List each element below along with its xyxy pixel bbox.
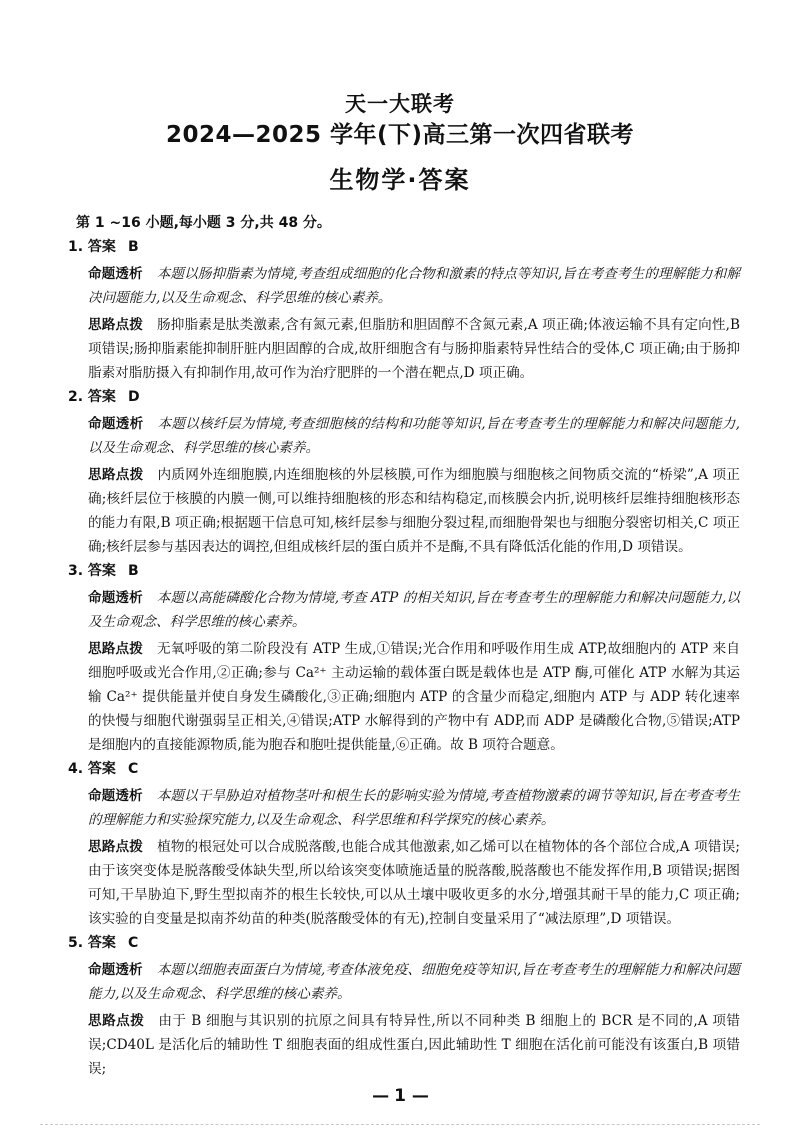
question-3-analysis — [68, 586, 740, 634]
question-3 — [68, 559, 740, 757]
reasoning-label: 思路点拨 — [88, 317, 144, 333]
analysis-label: 命题透析 — [88, 788, 143, 804]
question-5-analysis — [68, 958, 740, 1006]
exam-organizer-title: 天一大联考 — [345, 92, 455, 116]
page-number-value: 1 — [394, 1086, 406, 1106]
exam-title: 2024—2025 学年(下)高三第一次四省联考 — [165, 122, 635, 148]
question-5-heading — [68, 931, 740, 955]
question-1 — [68, 235, 740, 385]
reasoning-text: 内质网外连细胞膜,内连细胞核的外层核膜,可作为细胞膜与细胞核之间物质交流的“桥梁”,A 项正确;核纤层位于核膜的内膜一侧,可以维持细胞核的形态和结构稳定,而核膜会内折,说明核纤层维持细胞核形态的能力有限,B 项正确;根据题干信息可知,核纤层参与细胞分裂过程,而细胞骨架也与细胞分裂密切相关,C 项正确;核纤层参与基因表达的调控,但组成核纤层的蛋白质并不是酶,不具有降低活化能的作用,D 项错误。 — [88, 467, 741, 555]
analysis-text: 本题以肠抑脂素为情境,考查组成细胞的化合物和激素的特点等知识,旨在考查考生的理解能力和解决问题能力,以及生命观念、科学思维的核心素养。 — [88, 266, 741, 306]
analysis-label: 命题透析 — [88, 416, 144, 432]
question-2-number: 2. 答案 — [68, 389, 116, 405]
reasoning-label: 思路点拨 — [88, 839, 144, 855]
question-5-answer: C — [127, 935, 139, 951]
page-number-dash-right: — — [411, 1086, 428, 1106]
page-number — [0, 1086, 800, 1106]
reasoning-text: 由于 B 细胞与其识别的抗原之间具有特异性,所以不同种类 B 细胞上的 BCR 是不同的,A 项错误;CD40L 是活化后的辅助性 T 细胞表面的组成性蛋白,因此辅助性 T 细胞在活化前可能没有该蛋白,B 项错误; — [88, 1013, 741, 1077]
reasoning-text: 无氧呼吸的第二阶段没有 ATP 生成,①错误;光合作用和呼吸作用生成 ATP,故细胞内的 ATP 来自细胞呼吸或光合作用,②正确;参与 Ca²⁺ 主动运输的载体蛋白既是载体也是 ATP 酶,可催化 ATP 水解为其运输 Ca²⁺ 提供能量并使自身发生磷酸化,③正确;细胞内 ATP 的含量少而稳定,细胞内 ATP 与 ADP 转化速率的快慢与细胞代谢强弱呈正相关,④错误;ATP 水解得到的产物中有 ADP,而 ADP 是磷酸化合物,⑤错误;ATP 是细胞内的直接能源物质,能为胞吞和胞吐提供能量,⑥正确。故 B 项符合题意。 — [88, 641, 740, 753]
question-1-heading — [68, 235, 740, 259]
analysis-text: 本题以细胞表面蛋白为情境,考查体液免疫、细胞免疫等知识,旨在考查考生的理解能力和解决问题能力,以及生命观念、科学思维的核心素养。 — [88, 962, 741, 1002]
question-2-answer: D — [127, 389, 140, 405]
reasoning-label: 思路点拨 — [88, 1013, 145, 1029]
reasoning-label: 思路点拨 — [88, 467, 144, 483]
analysis-label: 命题透析 — [88, 590, 143, 606]
question-4-answer: C — [127, 761, 139, 777]
reasoning-text: 植物的根冠处可以合成脱落酸,也能合成其他激素,如乙烯可以在植物体的各个部位合成,A 项错误;由于该突变体是脱落酸受体缺失型,所以给该突变体喷施适量的脱落酸,脱落酸也不能发挥作用,B 项错误;据图可知,干旱胁迫下,野生型拟南芥的根生长较快,可以从土壤中吸收更多的水分,增强其耐干旱的能力,C 项正确;该实验的自变量是拟南芥幼苗的种类(脱落酸受体的有无),控制自变量采用了“减法原理”,D 项错误。 — [88, 839, 740, 927]
analysis-text: 本题以核纤层为情境,考查细胞核的结构和功能等知识,旨在考查考生的理解能力和解决问题能力,以及生命观念、科学思维的核心素养。 — [88, 416, 740, 456]
question-2-analysis — [68, 412, 740, 460]
analysis-text: 本题以高能磷酸化合物为情境,考查 ATP 的相关知识,旨在考查考生的理解能力和解决问题能力,以及生命观念、科学思维的核心素养。 — [88, 590, 740, 630]
section-intro: 第 1 ~16 小题,每小题 3 分,共 48 分。 — [76, 215, 331, 231]
reasoning-label: 思路点拨 — [88, 641, 144, 657]
subject-title: 生物学·答案 — [329, 166, 471, 194]
question-1-analysis — [68, 262, 740, 310]
question-2 — [68, 385, 740, 559]
question-3-reasoning — [68, 637, 740, 757]
question-4 — [68, 757, 740, 931]
question-5 — [68, 931, 740, 1081]
question-1-number: 1. 答案 — [68, 239, 116, 255]
analysis-label: 命题透析 — [88, 962, 143, 978]
question-2-heading — [68, 385, 740, 409]
question-3-heading — [68, 559, 740, 583]
question-2-reasoning — [68, 463, 740, 559]
question-5-number: 5. 答案 — [68, 935, 116, 951]
reasoning-text: 肠抑脂素是肽类激素,含有氮元素,但脂肪和胆固醇不含氮元素,A 项正确;体液运输不具有定向性,B 项错误;肠抑脂素能抑制肝脏内胆固醇的合成,故肝细胞含有与肠抑脂素特异性结合的受体,C 项正确;由于肠抑脂素对脂肪摄入有抑制作用,故可作为治疗肥胖的一个潜在靶点,D 项正确。 — [88, 317, 740, 381]
question-5-reasoning — [68, 1009, 740, 1081]
bottom-divider — [40, 1124, 760, 1125]
question-3-answer: B — [127, 563, 139, 579]
question-4-heading — [68, 757, 740, 781]
question-4-analysis — [68, 784, 740, 832]
page-number-dash-left: — — [372, 1086, 389, 1106]
analysis-text: 本题以干旱胁迫对植物茎叶和根生长的影响实验为情境,考查植物激素的调节等知识,旨在考查考生的理解能力和实验探究能力,以及生命观念、科学思维和科学探究的核心素养。 — [88, 788, 741, 828]
question-4-number: 4. 答案 — [68, 761, 116, 777]
question-1-reasoning — [68, 313, 740, 385]
question-3-number: 3. 答案 — [68, 563, 116, 579]
analysis-label: 命题透析 — [88, 266, 143, 282]
answer-content — [68, 211, 740, 1081]
question-4-reasoning — [68, 835, 740, 931]
question-1-answer: B — [127, 239, 139, 255]
